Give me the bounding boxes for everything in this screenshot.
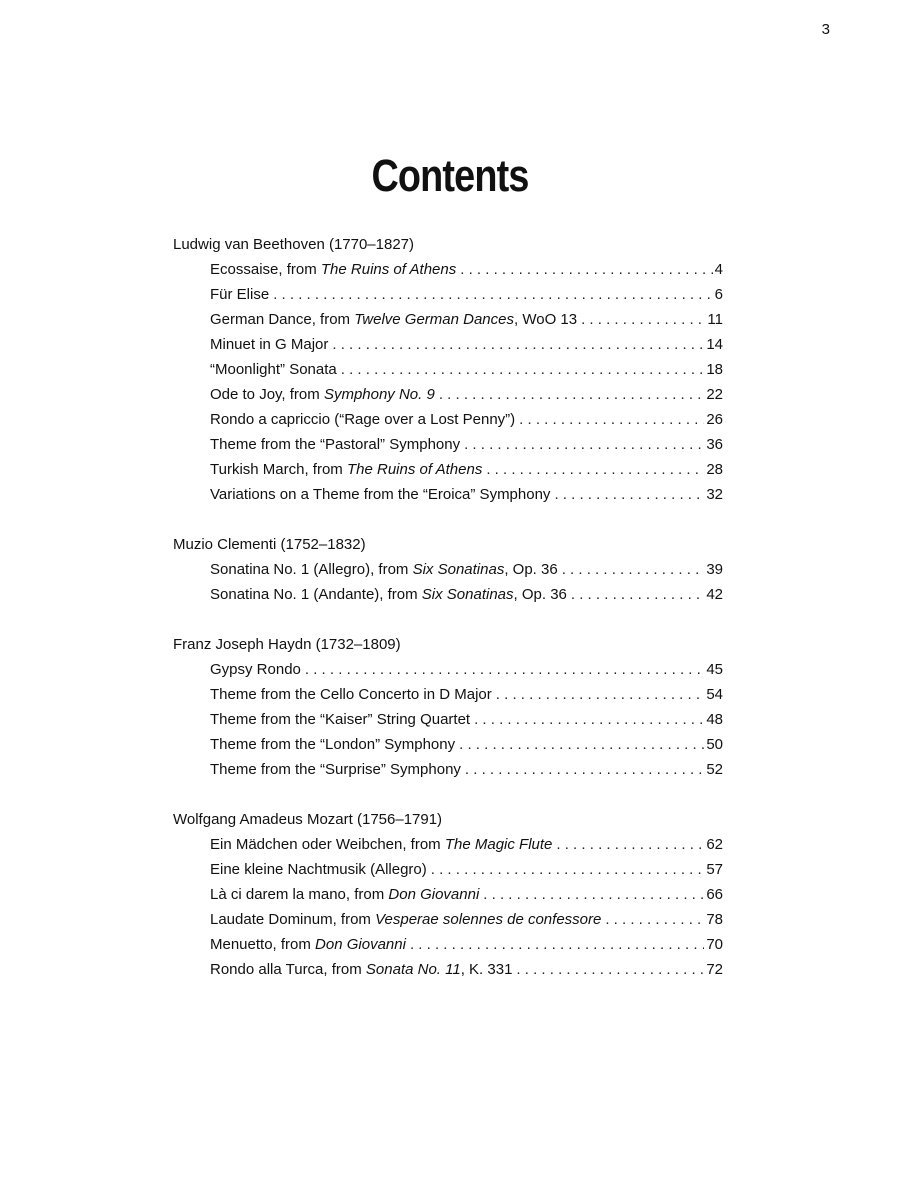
entry-title — [210, 407, 515, 432]
dot-leader — [305, 657, 704, 682]
entry-source-title: Twelve German Dances — [354, 311, 514, 328]
entry-title-text: Theme from the “London” Symphony — [210, 736, 456, 753]
entry-title — [210, 757, 461, 782]
toc-entry — [210, 957, 723, 982]
entry-title — [210, 582, 567, 607]
entry-source-title: Symphony No. 9 — [323, 386, 435, 403]
entry-title — [210, 482, 550, 507]
entry-title — [210, 432, 460, 457]
entry-title-text: Ode to Joy, from — [210, 386, 324, 403]
entry-catalog-number: , K. 331 — [460, 961, 513, 978]
entry-title-text: Theme from the “Kaiser” String Quartet — [210, 711, 471, 728]
dot-leader — [562, 557, 705, 582]
entry-page-number: 39 — [706, 561, 723, 578]
entry-title-text: Variations on a Theme from the “Eroica” Symphony — [210, 486, 551, 503]
entry-title-text: Eine kleine Nachtmusik (Allegro) — [210, 861, 427, 878]
toc-entry — [210, 307, 723, 332]
entry-page-number: 22 — [706, 386, 723, 403]
page-title: Contents — [371, 150, 529, 201]
entry-page-number: 4 — [714, 261, 723, 278]
entry-page-number: 66 — [706, 886, 723, 903]
entry-title — [210, 857, 427, 882]
entry-source-title: Vesperae solennes de confessore — [375, 911, 602, 928]
toc-entry — [210, 557, 723, 582]
dot-leader — [341, 357, 705, 382]
dot-leader — [464, 432, 704, 457]
entry-list — [210, 657, 723, 782]
entry-title-text: Là ci darem la mano, from — [210, 886, 389, 903]
entry-list — [210, 832, 723, 982]
toc-entry — [210, 457, 723, 482]
toc-entry — [210, 732, 723, 757]
toc-entry — [210, 407, 723, 432]
entry-page-number: 52 — [706, 761, 723, 778]
toc-entry — [210, 382, 723, 407]
entry-page-number: 18 — [706, 361, 723, 378]
entry-title — [210, 557, 558, 582]
entry-title-text: “Moonlight” Sonata — [210, 361, 337, 378]
entry-source-title: The Magic Flute — [444, 836, 553, 853]
entry-list — [210, 257, 723, 507]
toc-entry — [210, 907, 723, 932]
entry-title-text: Theme from the “Surprise” Symphony — [210, 761, 461, 778]
entry-source-title: Sonata No. 11 — [365, 961, 461, 978]
toc-entry — [210, 432, 723, 457]
entry-source-title: Don Giovanni — [315, 936, 406, 953]
entry-source-title: The Ruins of Athens — [320, 261, 457, 278]
dot-leader — [332, 332, 704, 357]
composer-section — [173, 807, 723, 982]
toc-entry — [210, 932, 723, 957]
entry-title-text: Sonatina No. 1 (Allegro), from — [210, 561, 413, 578]
dot-leader — [571, 582, 704, 607]
entry-title — [210, 882, 479, 907]
dot-leader — [496, 682, 705, 707]
entry-title-text: Gypsy Rondo — [210, 661, 301, 678]
entry-page-number: 70 — [706, 936, 723, 953]
toc-entry — [210, 832, 723, 857]
entry-page-number: 42 — [706, 586, 723, 603]
dot-leader — [474, 707, 704, 732]
toc-entry — [210, 357, 723, 382]
toc-entry — [210, 757, 723, 782]
entry-source-title: Six Sonatinas — [421, 586, 514, 603]
toc-entry — [210, 482, 723, 507]
dot-leader — [605, 907, 704, 932]
dot-leader — [556, 832, 704, 857]
entry-page-number: 45 — [706, 661, 723, 678]
dot-leader — [581, 307, 705, 332]
entry-source-title: Six Sonatinas — [412, 561, 505, 578]
entry-page-number: 54 — [706, 686, 723, 703]
entry-page-number: 26 — [706, 411, 723, 428]
toc-entry — [210, 657, 723, 682]
dot-leader — [483, 882, 704, 907]
toc-entry — [210, 682, 723, 707]
toc-entry — [210, 857, 723, 882]
entry-title-text: Sonatina No. 1 (Andante), from — [210, 586, 422, 603]
dot-leader — [431, 857, 705, 882]
entry-source-title: Don Giovanni — [388, 886, 480, 903]
entry-page-number: 11 — [707, 311, 723, 328]
toc-entry — [210, 882, 723, 907]
dot-leader — [465, 757, 704, 782]
table-of-contents — [173, 232, 723, 982]
entry-title-text: Ecossaise, from — [210, 261, 321, 278]
entry-title — [210, 357, 337, 382]
entry-title-text: German Dance, from — [210, 311, 355, 328]
dot-leader — [486, 457, 704, 482]
entry-title — [210, 932, 406, 957]
toc-entry — [210, 707, 723, 732]
dot-leader — [554, 482, 704, 507]
toc-entry — [210, 582, 723, 607]
entry-title — [210, 257, 456, 282]
entry-page-number: 78 — [706, 911, 723, 928]
entry-title — [210, 282, 269, 307]
composer-heading: Ludwig van Beethoven (1770–1827) — [173, 236, 415, 253]
entry-title — [210, 907, 601, 932]
dot-leader — [410, 932, 704, 957]
composer-heading: Franz Joseph Haydn (1732–1809) — [173, 636, 401, 653]
entry-title-text: Theme from the “Pastoral” Symphony — [210, 436, 461, 453]
composer-section — [173, 632, 723, 782]
entry-title — [210, 382, 435, 407]
entry-page-number: 57 — [706, 861, 723, 878]
entry-page-number: 50 — [706, 736, 723, 753]
entry-title — [210, 957, 512, 982]
composer-section — [173, 232, 723, 507]
entry-catalog-number: , WoO 13 — [514, 311, 578, 328]
dot-leader — [519, 407, 704, 432]
entry-page-number: 36 — [706, 436, 723, 453]
composer-heading: Muzio Clementi (1752–1832) — [173, 536, 366, 553]
dot-leader — [459, 732, 704, 757]
entry-title-text: Ein Mädchen oder Weibchen, from — [210, 836, 445, 853]
entry-source-title: The Ruins of Athens — [346, 461, 483, 478]
dot-leader — [439, 382, 704, 407]
composer-section — [173, 532, 723, 607]
entry-catalog-number: , Op. 36 — [504, 561, 558, 578]
entry-title-text: Für Elise — [210, 286, 270, 303]
entry-list — [210, 557, 723, 607]
toc-entry — [210, 257, 723, 282]
entry-title-text: Theme from the Cello Concerto in D Major — [210, 686, 492, 703]
entry-title-text: Minuet in G Major — [210, 336, 329, 353]
page-number: 3 — [821, 21, 830, 38]
entry-title-text: Turkish March, from — [210, 461, 347, 478]
entry-title — [210, 832, 552, 857]
toc-entry — [210, 332, 723, 357]
entry-title — [210, 707, 470, 732]
entry-title-text: Rondo a capriccio (“Rage over a Lost Penny”) — [210, 411, 516, 428]
toc-entry — [210, 282, 723, 307]
entry-page-number: 62 — [706, 836, 723, 853]
entry-page-number: 14 — [706, 336, 723, 353]
dot-leader — [460, 257, 712, 282]
entry-title — [210, 332, 328, 357]
composer-heading: Wolfgang Amadeus Mozart (1756–1791) — [173, 811, 443, 828]
entry-page-number: 6 — [714, 286, 723, 303]
entry-title-text: Rondo alla Turca, from — [210, 961, 366, 978]
entry-page-number: 28 — [706, 461, 723, 478]
entry-title — [210, 682, 492, 707]
entry-title-text: Menuetto, from — [210, 936, 316, 953]
entry-title — [210, 732, 455, 757]
dot-leader — [516, 957, 704, 982]
entry-page-number: 72 — [706, 961, 723, 978]
entry-page-number: 32 — [706, 486, 723, 503]
entry-title — [210, 457, 482, 482]
entry-title — [210, 657, 301, 682]
entry-title — [210, 307, 577, 332]
dot-leader — [273, 282, 712, 307]
entry-page-number: 48 — [706, 711, 723, 728]
entry-title-text: Laudate Dominum, from — [210, 911, 376, 928]
entry-catalog-number: , Op. 36 — [513, 586, 567, 603]
